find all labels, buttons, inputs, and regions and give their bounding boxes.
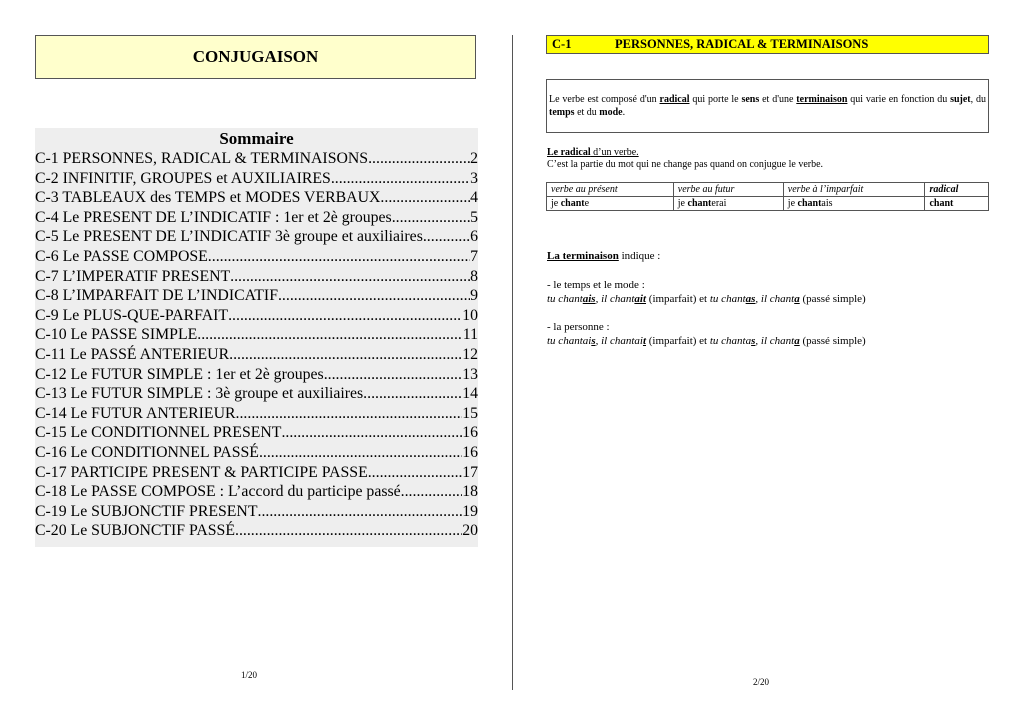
chapter-header	[546, 35, 989, 54]
conjugation-table	[546, 182, 989, 211]
toc-item	[35, 482, 478, 502]
temps-mode-label: - le temps et le mode :	[547, 279, 645, 291]
toc-item-page: 15	[462, 404, 478, 422]
chapter-code: C-1	[552, 37, 572, 51]
toc-item	[35, 502, 478, 522]
def-text-5: , du	[970, 94, 986, 105]
toc-item	[35, 404, 478, 424]
def-radical: radical	[659, 94, 690, 105]
toc-item-page: 12	[462, 345, 478, 363]
toc-leader-dots	[368, 463, 462, 483]
toc-leader-dots	[427, 227, 470, 247]
cell-imparfait: je chantais	[783, 197, 925, 211]
toc-item-label: C-17 PARTICIPE PRESENT & PARTICIPE PASSE	[35, 463, 368, 481]
toc-leader-dots	[235, 521, 462, 541]
toc-item-label: C-10 Le PASSE SIMPLE	[35, 326, 198, 344]
def-mode: mode	[599, 107, 623, 118]
toc-item-label: C-13 Le FUTUR SIMPLE : 3è groupe et auxiliaires	[35, 385, 364, 403]
document-title	[35, 35, 476, 79]
def-text-1: Le verbe est composé d'un	[549, 94, 660, 105]
toc-item-label: C-1 PERSONNES, RADICAL & TERMINAISONS	[35, 150, 369, 167]
def-sens: sens	[741, 94, 760, 105]
toc-item-label: C-18 Le PASSE COMPOSE : L’accord du participe passé.	[35, 483, 405, 501]
toc-item-label: C-12 Le FUTUR SIMPLE : 1er et 2è groupes	[35, 365, 324, 383]
table-header-row	[547, 183, 989, 197]
toc-item-page: 10	[462, 306, 478, 324]
toc-leader-dots	[278, 286, 470, 306]
toc-item-label: C-2 INFINITIF, GROUPES et AUXILIAIRES	[35, 169, 331, 187]
personne-label: - la personne :	[547, 321, 610, 333]
toc-item	[35, 286, 478, 306]
toc-item-page: 20	[462, 522, 478, 540]
table-header-radical: radical	[925, 183, 989, 197]
toc-item	[35, 208, 478, 228]
toc-item	[35, 267, 478, 287]
toc-item	[35, 521, 478, 541]
toc-item-label: C-14 Le FUTUR ANTERIEUR	[35, 404, 236, 422]
definition-box	[546, 79, 989, 133]
cell-present: je chante	[547, 197, 674, 211]
radical-title-rest: d’un verbe.	[590, 147, 639, 158]
terminaison-title: La terminaison indique :	[547, 250, 661, 262]
def-text-7: .	[622, 107, 626, 118]
table-header-futur: verbe au futur	[673, 183, 783, 197]
toc-item-page: 2	[470, 150, 478, 167]
def-terminaison: terminaison	[796, 94, 848, 105]
toc-item	[35, 149, 478, 169]
example-temps-mode: tu chantais, il chantait (imparfait) et tu chantas, il chanta (passé simple)	[547, 293, 866, 305]
toc-item-page: 3	[470, 169, 478, 187]
toc-item-page: 5	[470, 208, 478, 226]
toc-item-page: 16	[462, 443, 478, 461]
toc-item	[35, 169, 478, 189]
toc-leader-dots	[368, 149, 470, 169]
toc-item-label: C-3 TABLEAUX des TEMPS et MODES VERBAUX	[35, 189, 381, 207]
toc-leader-dots	[236, 404, 463, 424]
def-text-4: qui varie en fonction du	[847, 94, 951, 105]
toc-leader-dots	[208, 247, 470, 267]
table-header-imparfait: verbe à l’imparfait	[783, 183, 925, 197]
toc-leader-dots	[229, 345, 462, 365]
toc-leader-dots	[258, 502, 463, 522]
toc-leader-dots	[228, 306, 462, 326]
toc-leader-dots	[331, 169, 470, 189]
table-row	[547, 197, 989, 211]
toc-item-label: C-15 Le CONDITIONNEL PRESENT	[35, 424, 282, 442]
toc-item-page: 18	[462, 483, 478, 501]
toc-item	[35, 423, 478, 443]
toc-leader-dots	[230, 267, 470, 287]
toc-leader-dots	[380, 188, 470, 208]
toc-item	[35, 443, 478, 463]
toc-item	[35, 365, 478, 385]
radical-description: C’est la partie du mot qui ne change pas quand on conjugue le verbe.	[547, 159, 824, 170]
toc-leader-dots	[405, 482, 463, 502]
document-title-text: CONJUGAISON	[192, 47, 319, 66]
toc-item-label: C-4 Le PRESENT DE L’INDICATIF : 1er et 2è groupes	[35, 208, 392, 226]
toc-item-label: C-7 L’IMPERATIF PRESENT	[35, 267, 231, 285]
toc-item	[35, 306, 478, 326]
toc-item-page: 6	[470, 228, 478, 246]
toc-item-label: C-5 Le PRESENT DE L’INDICATIF 3è groupe et auxiliaires.	[35, 228, 427, 246]
page-number-left: 1/20	[241, 670, 258, 680]
toc-item-page: 19	[462, 502, 478, 520]
toc-item-page: 11	[462, 326, 478, 344]
toc-item	[35, 345, 478, 365]
toc-item-label: C-16 Le CONDITIONNEL PASSÉ	[35, 443, 259, 461]
toc-item	[35, 247, 478, 267]
toc-item-label: C-6 Le PASSE COMPOSE	[35, 247, 208, 265]
def-sujet: sujet	[950, 94, 971, 105]
page-number-right: 2/20	[753, 677, 770, 687]
toc-item-label: C-11 Le PASSÉ ANTERIEUR	[35, 345, 230, 363]
toc-item-page: 7	[470, 247, 478, 265]
toc-item-page: 14	[462, 385, 478, 403]
toc-leader-dots	[363, 384, 462, 404]
toc-item-label: C-8 L’IMPARFAIT DE L’INDICATIF	[35, 287, 278, 305]
cell-radical: chant	[925, 197, 989, 211]
toc-list	[35, 149, 478, 541]
toc-item-label: C-9 Le PLUS-QUE-PARFAIT	[35, 306, 229, 324]
toc-item-page: 9	[470, 287, 478, 305]
page-divider	[512, 35, 513, 690]
toc-leader-dots	[324, 365, 463, 385]
toc-item-page: 13	[462, 365, 478, 383]
toc-item-page: 16	[462, 424, 478, 442]
table-of-contents	[35, 128, 478, 547]
toc-leader-dots	[197, 325, 463, 345]
toc-leader-dots	[259, 443, 462, 463]
toc-item	[35, 188, 478, 208]
example-personne: tu chantais, il chantait (imparfait) et tu chantas, il chanta (passé simple)	[547, 335, 866, 347]
toc-item-page: 17	[462, 463, 478, 481]
table-header-present: verbe au présent	[547, 183, 674, 197]
toc-item	[35, 463, 478, 483]
toc-item-page: 4	[470, 189, 478, 207]
def-temps: temps	[549, 107, 575, 118]
toc-item	[35, 227, 478, 247]
def-text-2: qui porte le	[689, 94, 742, 105]
cell-futur: je chanterai	[673, 197, 783, 211]
def-text-3: et d'une	[759, 94, 797, 105]
radical-title-bold: Le radical	[547, 147, 591, 158]
toc-item	[35, 384, 478, 404]
toc-heading: Sommaire	[219, 129, 294, 148]
toc-item-page: 8	[470, 267, 478, 285]
chapter-title: PERSONNES, RADICAL & TERMINAISONS	[615, 37, 869, 51]
def-text-6: et du	[574, 107, 600, 118]
toc-item-label: C-20 Le SUBJONCTIF PASSÉ	[35, 522, 235, 540]
toc-item-label: C-19 Le SUBJONCTIF PRESENT	[35, 502, 258, 520]
toc-leader-dots	[392, 208, 470, 228]
toc-item	[35, 325, 478, 345]
toc-leader-dots	[281, 423, 462, 443]
